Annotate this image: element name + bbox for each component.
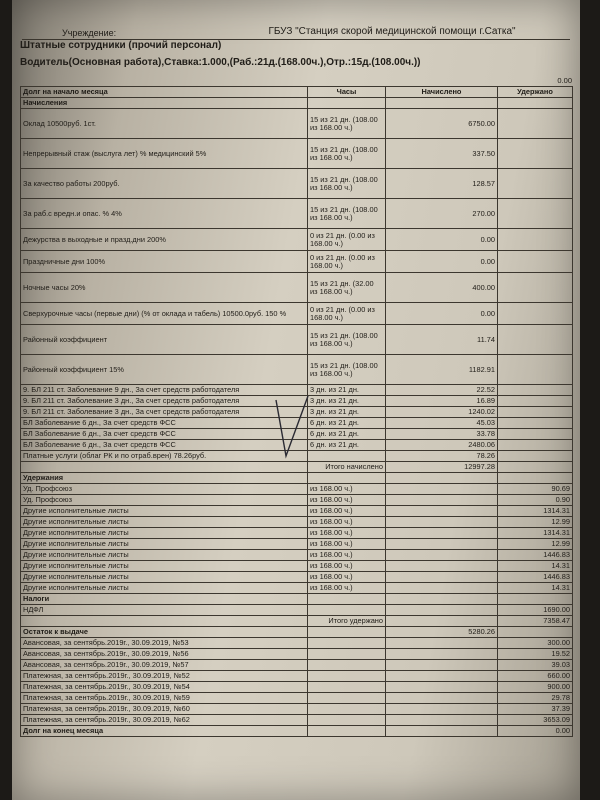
accrual-hours: 15 из 21 дн. (108.00 из 168.00 ч.) <box>308 355 386 385</box>
accruals-title: Начисления <box>21 98 308 109</box>
table-row <box>21 594 573 605</box>
accrual-hours: 15 из 21 дн. (108.00 из 168.00 ч.) <box>308 199 386 229</box>
table-row <box>21 139 573 169</box>
deductions-title: Удержания <box>21 473 308 484</box>
table-row <box>21 671 573 682</box>
deduction-amount: 90.69 <box>498 484 573 495</box>
empty-cell <box>308 671 386 682</box>
empty-cell <box>386 473 498 484</box>
deduction-amount: 0.90 <box>498 495 573 506</box>
accrual-hours: 15 из 21 дн. (108.00 из 168.00 ч.) <box>308 109 386 139</box>
table-row <box>21 638 573 649</box>
taxes-title: Налоги <box>21 594 308 605</box>
deduction-name: Другие исполнительные листы <box>21 517 308 528</box>
accrual-hours: 0 из 21 дн. (0.00 из 168.00 ч.) <box>308 229 386 251</box>
table-row <box>21 169 573 199</box>
paid-services-name: Платные услуги (облаг РК и по отраб.врен) 78.26руб. <box>21 451 308 462</box>
table-row <box>21 583 573 594</box>
sick-leave-hours: 6 дн. из 21 дн. <box>308 440 386 451</box>
col-accrued: Начислено <box>386 87 498 98</box>
table-row <box>21 627 573 638</box>
deduction-name: Уд. Профсоюз <box>21 495 308 506</box>
empty-cell <box>308 605 386 616</box>
empty-cell <box>498 273 573 303</box>
empty-cell <box>386 550 498 561</box>
table-row <box>21 517 573 528</box>
deduction-amount: 1446.83 <box>498 572 573 583</box>
empty-cell <box>308 98 386 109</box>
empty-cell <box>386 660 498 671</box>
empty-cell <box>386 671 498 682</box>
institution-row <box>12 26 580 40</box>
ndfl-name: НДФЛ <box>21 605 308 616</box>
col-withheld: Удержано <box>498 87 573 98</box>
staff-category: Штатные сотрудники (прочий персонал) <box>20 40 222 51</box>
empty-cell <box>498 109 573 139</box>
employee-position: Водитель(Основная работа),Ставка:1.000,(Раб.:21д.(168.00ч.),Отр.:15д.(108.00ч.)) <box>20 57 421 68</box>
table-row <box>21 649 573 660</box>
paid-services-amount: 78.26 <box>386 451 498 462</box>
handwritten-check-mark <box>274 394 314 474</box>
accrual-amount: 0.00 <box>386 251 498 273</box>
payment-name: Платежная, за сентябрь.2019г., 30.09.2019, №54 <box>21 682 308 693</box>
empty-cell <box>308 726 386 737</box>
empty-cell <box>386 539 498 550</box>
table-row <box>21 199 573 229</box>
empty-cell <box>21 616 308 627</box>
sick-leave-amount: 2480.06 <box>386 440 498 451</box>
sick-leave-hours: 6 дн. из 21 дн. <box>308 418 386 429</box>
table-row <box>21 355 573 385</box>
accrual-amount: 6750.00 <box>386 109 498 139</box>
deduction-name: Уд. Профсоюз <box>21 484 308 495</box>
total-accrued-label: Итого начислено <box>308 462 386 473</box>
table-row <box>21 303 573 325</box>
deduction-amount: 1314.31 <box>498 506 573 517</box>
deduction-hours: из 168.00 ч.) <box>308 583 386 594</box>
sick-leave-name: БЛ Заболевание 6 дн., За счет средств ФСС <box>21 429 308 440</box>
accrual-hours: 15 из 21 дн. (32.00 из 168.00 ч.) <box>308 273 386 303</box>
empty-cell <box>386 572 498 583</box>
deduction-name: Другие исполнительные листы <box>21 539 308 550</box>
empty-cell <box>498 355 573 385</box>
payment-name: Платежная, за сентябрь.2019г., 30.09.2019, №59 <box>21 693 308 704</box>
empty-cell <box>386 561 498 572</box>
empty-cell <box>386 704 498 715</box>
empty-cell <box>498 462 573 473</box>
empty-cell <box>498 98 573 109</box>
empty-cell <box>308 682 386 693</box>
empty-cell <box>308 693 386 704</box>
accrual-amount: 0.00 <box>386 303 498 325</box>
table-row <box>21 726 573 737</box>
deduction-hours: из 168.00 ч.) <box>308 550 386 561</box>
empty-cell <box>308 627 386 638</box>
accrual-amount: 1182.91 <box>386 355 498 385</box>
payment-amount: 19.52 <box>498 649 573 660</box>
empty-cell <box>386 517 498 528</box>
sick-leave-hours: 3 дн. из 21 дн. <box>308 385 386 396</box>
table-row <box>21 561 573 572</box>
empty-cell <box>386 605 498 616</box>
accrual-name: За раб.с вредн.и опас. % 4% <box>21 199 308 229</box>
empty-cell <box>386 616 498 627</box>
empty-cell <box>386 649 498 660</box>
accrual-name: Праздничные дни 100% <box>21 251 308 273</box>
table-row <box>21 616 573 627</box>
deduction-hours: из 168.00 ч.) <box>308 484 386 495</box>
total-accrued-amount: 12997.28 <box>386 462 498 473</box>
payment-amount: 37.39 <box>498 704 573 715</box>
balance-label: Остаток к выдаче <box>21 627 308 638</box>
accrual-name: Районный коэффициент 15% <box>21 355 308 385</box>
empty-cell <box>498 199 573 229</box>
institution-label: Учреждение: <box>62 28 117 38</box>
empty-cell <box>498 303 573 325</box>
sick-leave-amount: 1240.02 <box>386 407 498 418</box>
empty-cell <box>498 325 573 355</box>
empty-cell <box>308 715 386 726</box>
empty-cell <box>386 594 498 605</box>
table-row <box>21 98 573 109</box>
deduction-hours: из 168.00 ч.) <box>308 539 386 550</box>
empty-cell <box>386 98 498 109</box>
deduction-hours: из 168.00 ч.) <box>308 517 386 528</box>
table-row <box>21 506 573 517</box>
institution-name: ГБУЗ "Станция скорой медицинской помощи г.Сатка" <box>268 26 516 37</box>
payment-name: Платежная, за сентябрь.2019г., 30.09.2019, №52 <box>21 671 308 682</box>
empty-cell <box>498 429 573 440</box>
debt-end-amount: 0.00 <box>498 726 573 737</box>
empty-cell <box>498 139 573 169</box>
empty-cell <box>498 440 573 451</box>
empty-cell <box>308 451 386 462</box>
table-row <box>21 704 573 715</box>
accrual-amount: 128.57 <box>386 169 498 199</box>
accrual-hours: 0 из 21 дн. (0.00 из 168.00 ч.) <box>308 251 386 273</box>
accrual-hours: 15 из 21 дн. (108.00 из 168.00 ч.) <box>308 325 386 355</box>
sick-leave-hours: 3 дн. из 21 дн. <box>308 396 386 407</box>
payslip-sheet <box>12 0 580 800</box>
table-row <box>21 572 573 583</box>
deduction-name: Другие исполнительные листы <box>21 506 308 517</box>
deduction-name: Другие исполнительные листы <box>21 572 308 583</box>
empty-cell <box>498 396 573 407</box>
empty-cell <box>386 495 498 506</box>
sick-leave-amount: 45.03 <box>386 418 498 429</box>
payment-amount: 660.00 <box>498 671 573 682</box>
deduction-name: Другие исполнительные листы <box>21 550 308 561</box>
deduction-amount: 14.31 <box>498 561 573 572</box>
empty-cell <box>386 506 498 517</box>
deduction-amount: 14.31 <box>498 583 573 594</box>
accrual-name: Дежурства в выходные и празд.дни 200% <box>21 229 308 251</box>
total-withheld-amount: 7358.47 <box>498 616 573 627</box>
sick-leave-name: 9. БЛ 211 ст. Заболевание 3 дн., За счет средств работодателя <box>21 396 308 407</box>
empty-cell <box>386 682 498 693</box>
accrual-name: Сверхурочные часы (первые дни) (% от оклада и табель) 10500.0руб. 150 % <box>21 303 308 325</box>
accrual-hours: 15 из 21 дн. (108.00 из 168.00 ч.) <box>308 139 386 169</box>
deduction-hours: из 168.00 ч.) <box>308 561 386 572</box>
table-row <box>21 229 573 251</box>
empty-cell <box>308 649 386 660</box>
debt-start-label: Долг на начало месяца <box>21 87 308 98</box>
empty-cell <box>21 462 308 473</box>
deduction-name: Другие исполнительные листы <box>21 583 308 594</box>
ndfl-amount: 1690.00 <box>498 605 573 616</box>
debt-start-value: 0.00 <box>557 76 572 85</box>
table-row <box>21 539 573 550</box>
payment-amount: 39.03 <box>498 660 573 671</box>
payment-name: Платежная, за сентябрь.2019г., 30.09.2019, №60 <box>21 704 308 715</box>
payment-name: Авансовая, за сентябрь.2019г., 30.09.2019, №57 <box>21 660 308 671</box>
sick-leave-name: 9. БЛ 211 ст. Заболевание 3 дн., За счет средств работодателя <box>21 407 308 418</box>
sick-leave-hours: 3 дн. из 21 дн. <box>308 407 386 418</box>
table-row <box>21 251 573 273</box>
accrual-name: Оклад 10500руб. 1ст. <box>21 109 308 139</box>
empty-cell <box>498 473 573 484</box>
accrual-amount: 270.00 <box>386 199 498 229</box>
table-row <box>21 660 573 671</box>
table-row <box>21 693 573 704</box>
empty-cell <box>386 726 498 737</box>
table-row <box>21 484 573 495</box>
balance-amount: 5280.26 <box>386 627 498 638</box>
empty-cell <box>498 385 573 396</box>
empty-cell <box>386 715 498 726</box>
sick-leave-amount: 33.78 <box>386 429 498 440</box>
empty-cell <box>308 638 386 649</box>
empty-cell <box>308 594 386 605</box>
payment-name: Авансовая, за сентябрь.2019г., 30.09.2019, №56 <box>21 649 308 660</box>
empty-cell <box>308 660 386 671</box>
table-row <box>21 715 573 726</box>
payment-name: Авансовая, за сентябрь.2019г., 30.09.2019, №53 <box>21 638 308 649</box>
table-row <box>21 473 573 484</box>
empty-cell <box>386 528 498 539</box>
sick-leave-amount: 16.89 <box>386 396 498 407</box>
deduction-hours: из 168.00 ч.) <box>308 495 386 506</box>
empty-cell <box>498 594 573 605</box>
debt-end-label: Долг на конец месяца <box>21 726 308 737</box>
table-row <box>21 109 573 139</box>
empty-cell <box>386 638 498 649</box>
accrual-amount: 337.50 <box>386 139 498 169</box>
table-row <box>21 87 573 98</box>
empty-cell <box>498 251 573 273</box>
empty-cell <box>498 627 573 638</box>
accrual-name: Районный коэффициент <box>21 325 308 355</box>
deduction-amount: 1446.83 <box>498 550 573 561</box>
deduction-hours: из 168.00 ч.) <box>308 572 386 583</box>
deduction-hours: из 168.00 ч.) <box>308 528 386 539</box>
sick-leave-hours: 6 дн. из 21 дн. <box>308 429 386 440</box>
accrual-hours: 0 из 21 дн. (0.00 из 168.00 ч.) <box>308 303 386 325</box>
deduction-amount: 12.99 <box>498 517 573 528</box>
total-withheld-label: Итого удержано <box>308 616 386 627</box>
deduction-amount: 12.99 <box>498 539 573 550</box>
sick-leave-name: 9. БЛ 211 ст. Заболевание 9 дн., За счет средств работодателя <box>21 385 308 396</box>
table-row <box>21 682 573 693</box>
empty-cell <box>386 583 498 594</box>
empty-cell <box>498 169 573 199</box>
accrual-name: Непрерывный стаж (выслуга лет) % медицинский 5% <box>21 139 308 169</box>
empty-cell <box>498 407 573 418</box>
accrual-amount: 400.00 <box>386 273 498 303</box>
deduction-name: Другие исполнительные листы <box>21 561 308 572</box>
empty-cell <box>498 418 573 429</box>
table-row <box>21 528 573 539</box>
empty-cell <box>386 484 498 495</box>
accrual-amount: 11.74 <box>386 325 498 355</box>
deduction-amount: 1314.31 <box>498 528 573 539</box>
accrual-name: Ночные часы 20% <box>21 273 308 303</box>
empty-cell <box>308 704 386 715</box>
sick-leave-name: БЛ Заболевание 6 дн., За счет средств ФСС <box>21 440 308 451</box>
table-row <box>21 550 573 561</box>
table-row <box>21 273 573 303</box>
deduction-hours: из 168.00 ч.) <box>308 506 386 517</box>
table-row <box>21 325 573 355</box>
empty-cell <box>498 451 573 462</box>
accrual-amount: 0.00 <box>386 229 498 251</box>
accrual-name: За качество работы 200руб. <box>21 169 308 199</box>
sick-leave-amount: 22.52 <box>386 385 498 396</box>
empty-cell <box>386 693 498 704</box>
sick-leave-name: БЛ Заболевание 6 дн., За счет средств ФСС <box>21 418 308 429</box>
empty-cell <box>498 229 573 251</box>
table-row <box>21 605 573 616</box>
deduction-name: Другие исполнительные листы <box>21 528 308 539</box>
accrual-hours: 15 из 21 дн. (108.00 из 168.00 ч.) <box>308 169 386 199</box>
col-hours: Часы <box>308 87 386 98</box>
empty-cell <box>308 473 386 484</box>
payment-amount: 29.78 <box>498 693 573 704</box>
payment-amount: 900.00 <box>498 682 573 693</box>
payment-name: Платежная, за сентябрь.2019г., 30.09.2019, №62 <box>21 715 308 726</box>
payment-amount: 300.00 <box>498 638 573 649</box>
table-row <box>21 495 573 506</box>
payment-amount: 3653.09 <box>498 715 573 726</box>
